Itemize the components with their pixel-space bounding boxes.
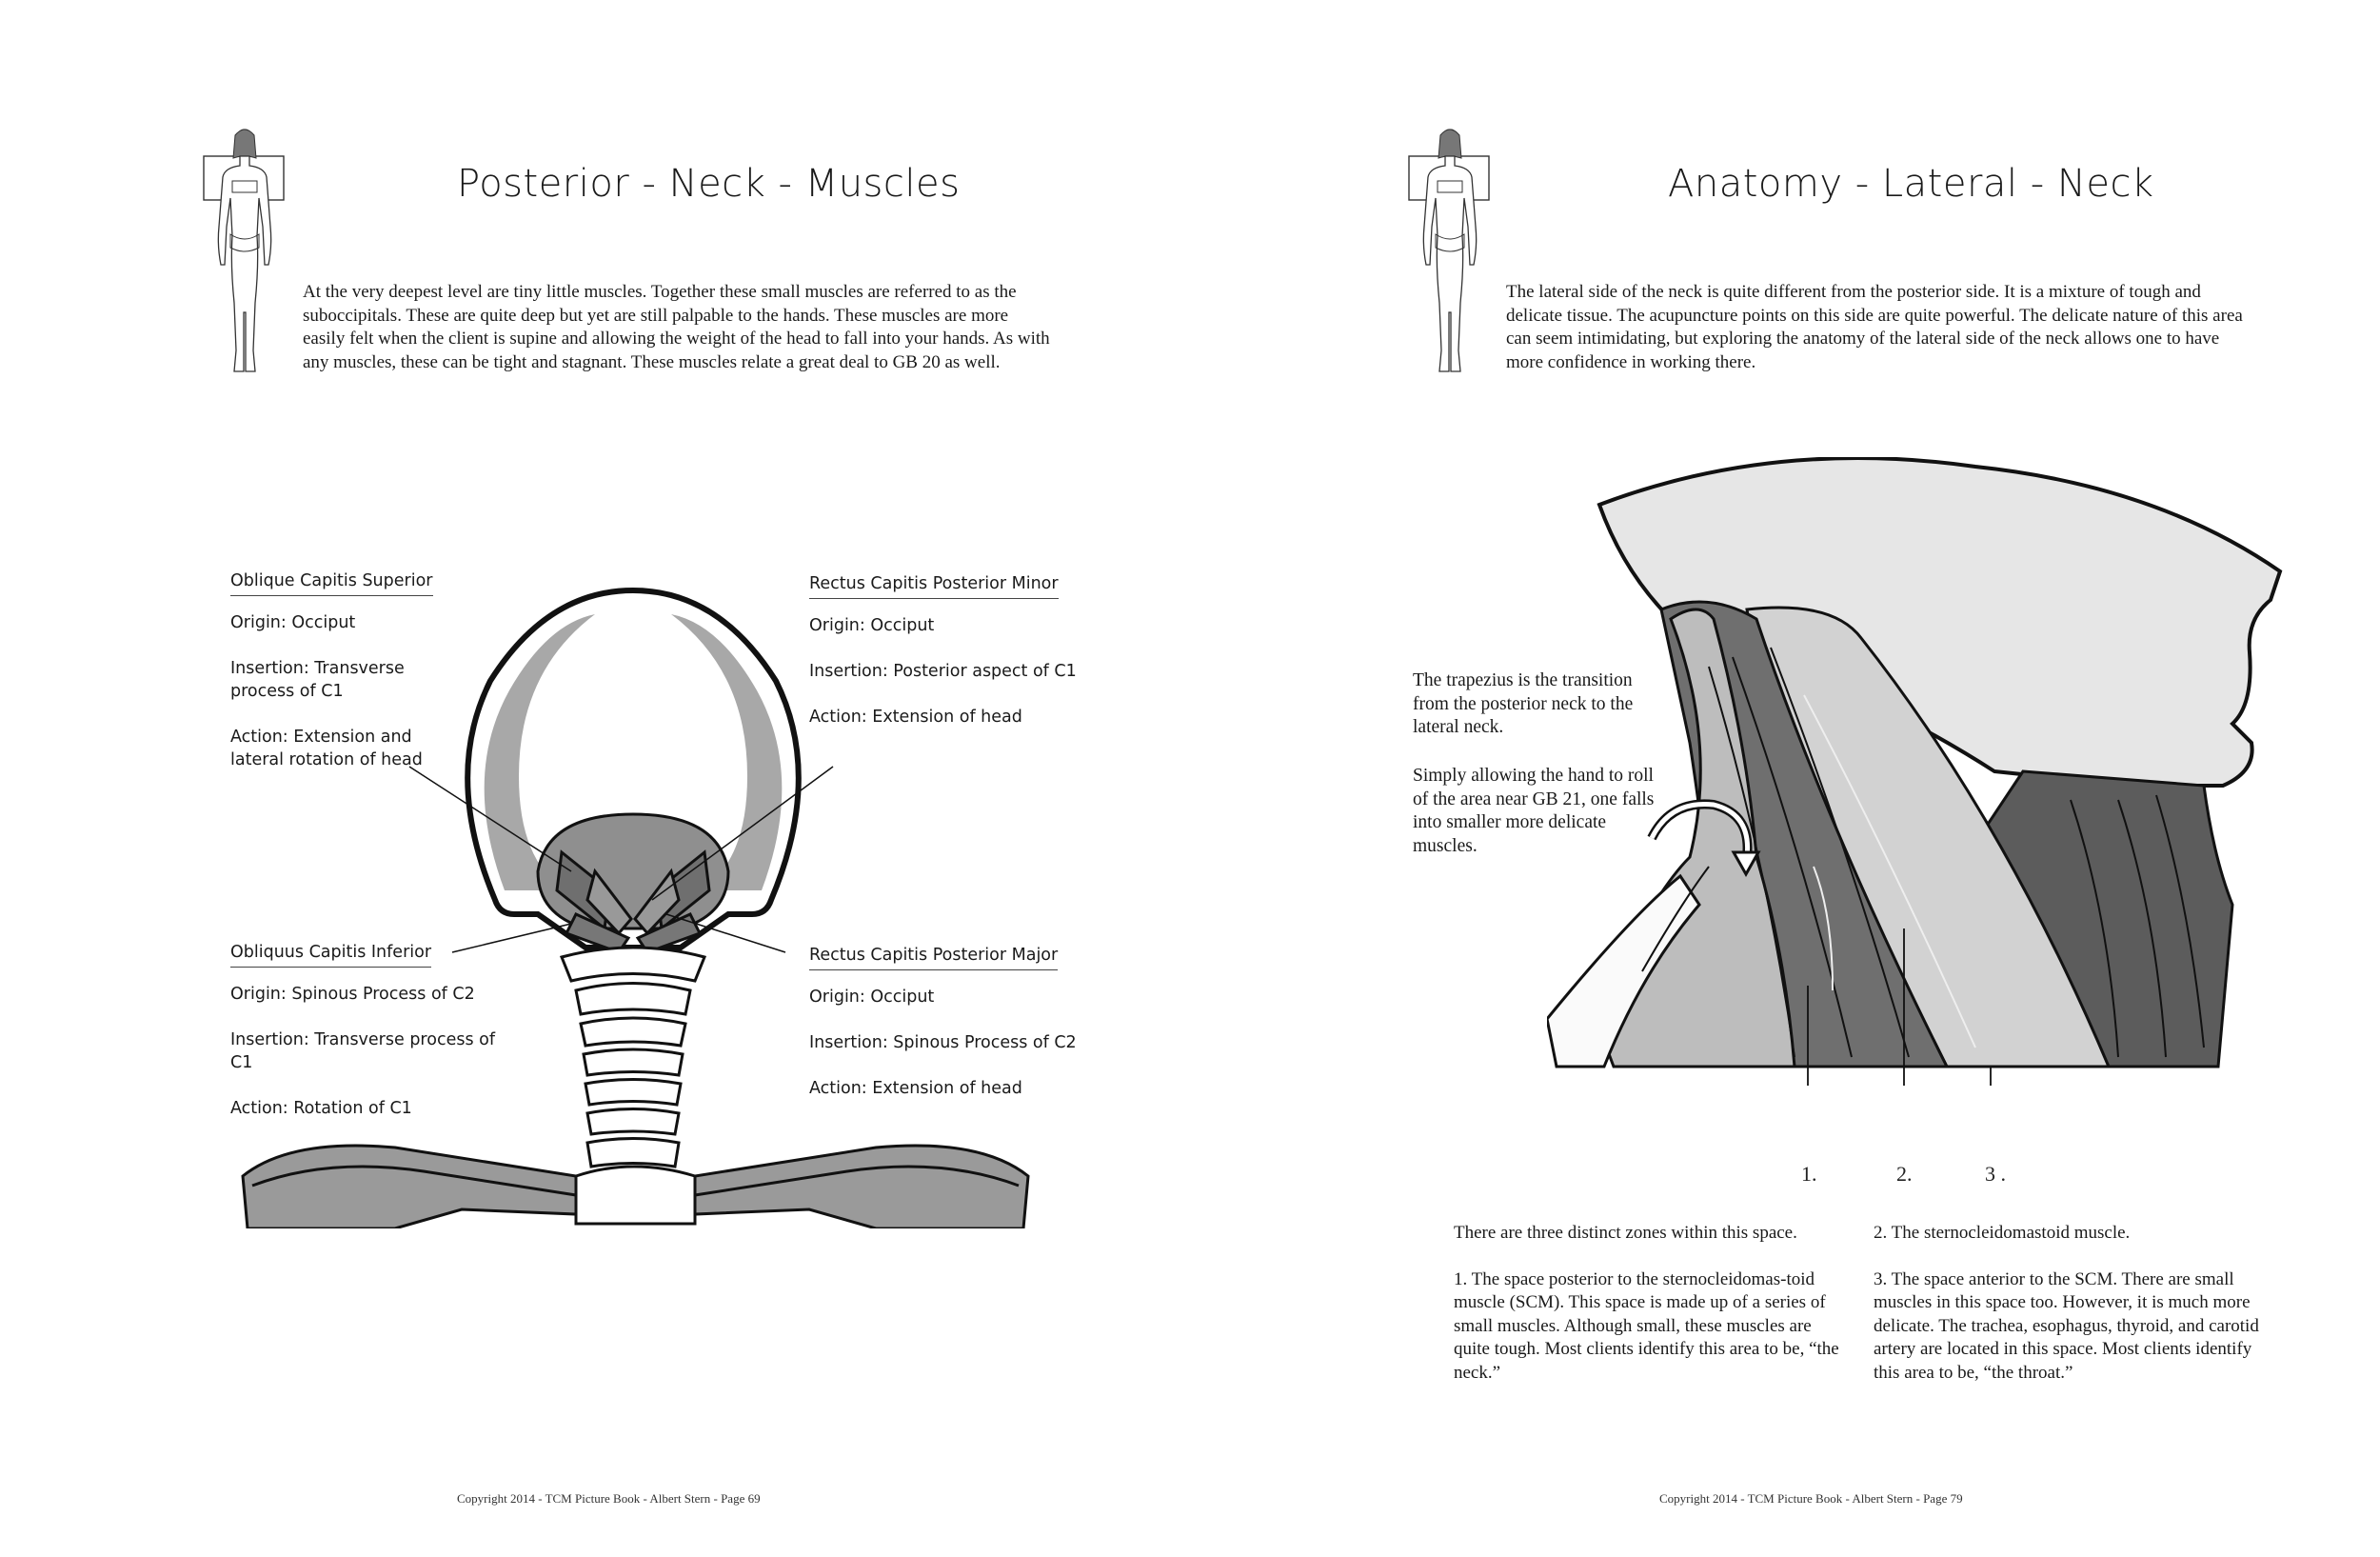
left-intro-text: At the very deepest level are tiny little muscles. Together these small muscles are referred to as the suboccipitals. These are quite deep but yet are still palpable to the hands. These muscles are more easily felt when the client is supine and allowing the weight of the head to fall into your hands. As with any muscles, these can be tight and stagnant. These muscles relate a great deal to GB 20 as well. (303, 282, 1050, 372)
gb21-note: Simply allowing the hand to roll of the area near GB 21, one falls into smaller more delicate muscles. (1413, 766, 1655, 856)
origin-text: Origin: Occiput (809, 616, 935, 635)
label-rectus-minor: Rectus Capitis Posterior Minor (809, 574, 1059, 599)
right-page-title: Anatomy - Lateral - Neck (1668, 162, 2154, 206)
action-text: Action: Rotation of C1 (230, 1099, 412, 1118)
zone-1-text: 1. The space posterior to the sternocleidomas-toid muscle (SCM). This space is made up of a series of small muscles. Although small, these muscles are quite tough. Most clients identify this area to be, “the neck.” (1454, 1268, 1839, 1383)
label-oblique-superior: Oblique Capitis Superior (230, 571, 433, 596)
origin-text: Origin: Occiput (230, 613, 356, 632)
label-rectus-major: Rectus Capitis Posterior Major (809, 946, 1058, 970)
trapezius-note: The trapezius is the transition from the posterior neck to the lateral neck. (1413, 670, 1634, 737)
action-text: Action: Extension of head (809, 1079, 1022, 1098)
right-page-footer: Copyright 2014 - TCM Picture Book - Albert Stern - Page 79 (1659, 1491, 1963, 1506)
zone-label-2: 2. (1896, 1162, 1913, 1186)
origin-text: Origin: Spinous Process of C2 (230, 985, 475, 1004)
body-locator-icon (1407, 122, 1493, 384)
right-intro-text: The lateral side of the neck is quite different from the posterior side. It is a mixture of tough and delicate tissue. The acupuncture points on this side are quite powerful. The delicate nature of this area can seem intimidating, but exploring the anatomy of the lateral side of the neck allows one to have more confidence in working there. (1506, 282, 2243, 372)
origin-text: Origin: Occiput (809, 988, 935, 1007)
zone-2-text: 2. The sternocleidomastoid muscle. (1874, 1223, 2131, 1243)
insertion-text: Insertion: Transverse process of C1 (230, 1030, 496, 1072)
zones-intro-text: There are three distinct zones within this space. (1454, 1223, 1797, 1243)
zone-label-1: 1. (1801, 1162, 1817, 1186)
left-page-title: Posterior - Neck - Muscles (457, 162, 961, 206)
zone-label-3: 3 . (1985, 1162, 2006, 1186)
action-text: Action: Extension of head (809, 708, 1022, 727)
insertion-text: Insertion: Posterior aspect of C1 (809, 662, 1077, 681)
insertion-text: Insertion: Spinous Process of C2 (809, 1033, 1077, 1052)
left-page-footer: Copyright 2014 - TCM Picture Book - Albert Stern - Page 69 (457, 1491, 761, 1506)
body-locator-icon (202, 122, 288, 384)
zone-3-text: 3. The space anterior to the SCM. There are small muscles in this space too. However, it is much more delicate. The trachea, esophagus, thyroid, and carotid artery are located in this space. Most clients identify this area to be, “the throat.” (1874, 1268, 2259, 1383)
insertion-text: Insertion: Transverse process of C1 (230, 659, 405, 701)
label-obliquus-inferior: Obliquus Capitis Inferior (230, 943, 431, 968)
action-text: Action: Extension and lateral rotation of head (230, 728, 423, 769)
